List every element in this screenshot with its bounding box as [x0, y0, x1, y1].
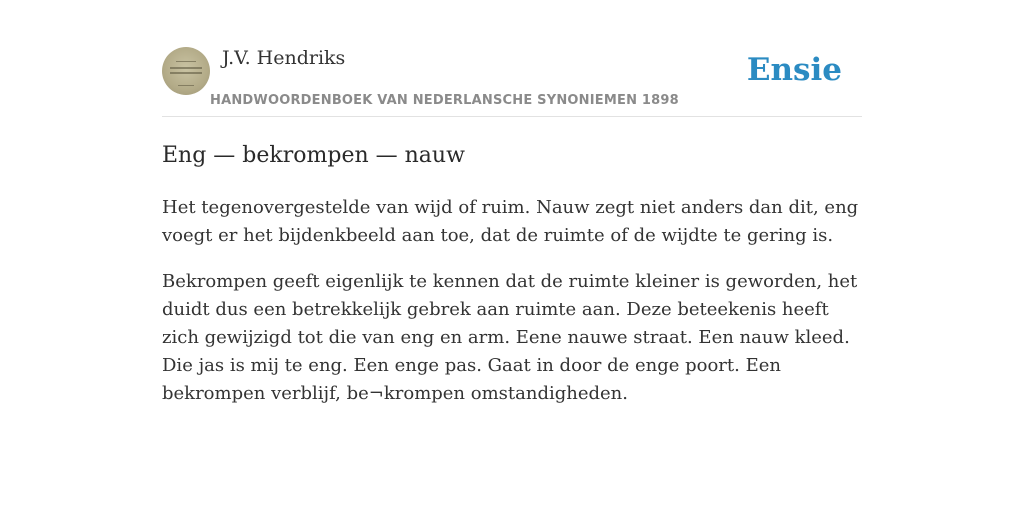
cover-line — [176, 61, 196, 62]
book-cover-thumbnail-icon[interactable] — [162, 47, 210, 95]
entry-header — [162, 0, 862, 117]
cover-line — [170, 72, 202, 74]
source-title[interactable]: HANDWOORDENBOEK VAN NEDERLANSCHE SYNONIEMEN 1898 — [210, 93, 679, 108]
author-name[interactable]: J.V. Hendriks — [222, 47, 346, 69]
entry-paragraph: Bekrompen geeft eigenlijk te kennen dat de ruimte kleiner is geworden, het duidt dus een betrekkelijk gebrek aan ruimte aan. Deze beteekenis heeft zich gewijzigd tot die van eng en arm. Eene nauwe straat. Een nauw kleed. Die jas is mij te eng. Een enge pas. Gaat in door de enge poort. Een bekrompen verblijf, be¬krompen omstandigheden. — [162, 271, 858, 404]
entry-paragraph: Het tegenovergestelde van wijd of ruim. Nauw zegt niet anders dan dit, eng voegt er het bijdenkbeeld aan toe, dat de ruimte of de wijdte te gering is. — [162, 197, 859, 246]
brand-logo[interactable]: Ensie — [746, 52, 842, 88]
cover-line — [170, 67, 202, 69]
entry-title: Eng — bekrompen — nauw — [162, 143, 465, 168]
cover-line — [178, 85, 194, 86]
entry-card — [162, 0, 862, 408]
